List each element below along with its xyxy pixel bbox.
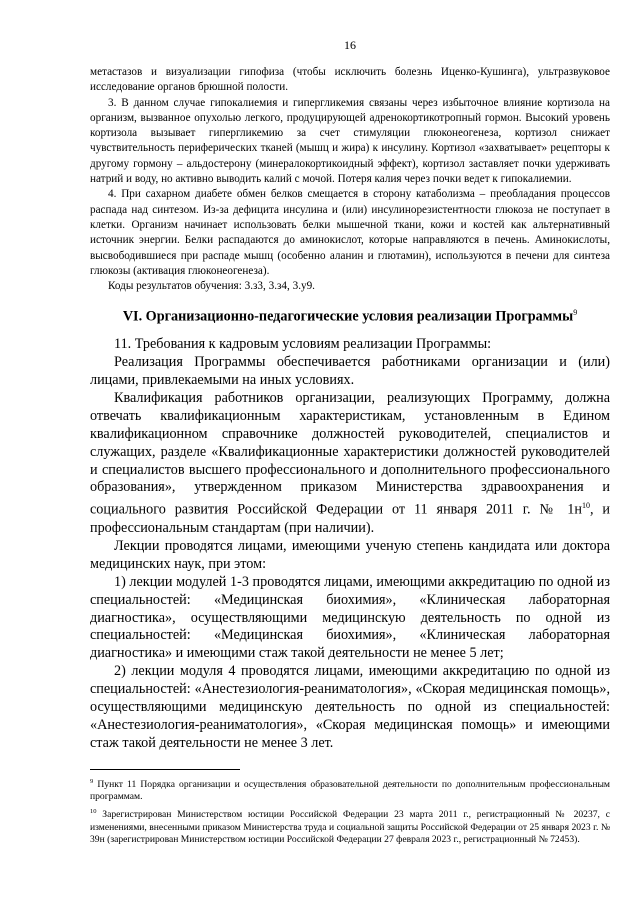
footnote-ref: 9 <box>573 308 578 318</box>
paragraph-text: , и профессиональным стандартам (при наличии). <box>90 502 611 536</box>
footnote-text: Зарегистрирован Министерством юстиции Российской Федерации 23 марта 2011 г., регистрационный № 20237, с изменениями, внесенными приказом Министерства труда и социальной защиты Российской Федерации от 25 января 2023 г. № 39н (зарегистрирован Министерством юстиции Российской Федерации 27 февраля 2023 г., регистрационный № 72453). <box>90 809 610 846</box>
learning-codes: Коды результатов обучения: 3.з3, 3.з4, 3.у9. <box>108 280 315 293</box>
paragraph: метастазов и визуализации гипофиза (чтобы исключить болезнь Иценко-Кушинга), ультразвуковое исследование органов брюшной полости. <box>90 66 610 94</box>
section-body <box>90 336 610 753</box>
footnote-divider <box>90 769 240 770</box>
footnote <box>90 806 610 847</box>
paragraph <box>90 390 610 538</box>
page-number: 16 <box>344 38 356 52</box>
list-item: 2) лекции модуля 4 проводятся лицами, имеющими аккредитацию по одной из специальностей: «Анестезиология-реаниматология», «Скорая медицинская помощь», осуществляющими медицинскую деятельность по одной из специальностей: «Анестезиология-реаниматология», «Скорая медицинская помощь» и имеющими стаж такой деятельности не менее 3 лет. <box>90 663 610 751</box>
paragraph-text: Квалификация работников организации, реализующих Программу, должна отвечать квалификационным характеристикам, установленным в Едином квалификационном справочнике должностей руководителей, специалистов и служащих, разделе «Квалификационные характеристики должностей руководителей и специалистов высшего профессионального и дополнительного профессионального образования», утвержденном приказом Министерства здравоохранения и социального развития Российской Федерации от 11 января 2011 г. № 1н <box>90 389 610 519</box>
footnotes <box>90 776 610 847</box>
footnote-text: Пункт 11 Порядка организации и осуществления образовательной деятельности по дополнительным профессиональным программам. <box>90 778 610 803</box>
section-heading <box>90 308 610 326</box>
paragraph: Лекции проводятся лицами, имеющими ученую степень кандидата или доктора медицинских наук, при этом: <box>90 537 610 572</box>
answer-block <box>90 65 610 294</box>
paragraph: 4. При сахарном диабете обмен белков смещается в сторону катаболизма – преобладания процессов распада над синтезом. Из-за дефицита инсулина и (или) инсулинорезистентности глюкоза не поступает в клетки. Организм начинает использовать белки мышечной ткани, кожи и костей как альтернативный источник энергии. Белки распадаются до аминокислот, которые направляются в печень. Аминокислоты, высвободившиеся при распаде мышц (особенно аланин и глютамин), используются в печени для синтеза глюкозы (активация глюконеогенеза). <box>90 188 610 277</box>
footnote-number: 9 <box>90 777 94 785</box>
paragraph: 11. Требования к кадровым условиям реализации Программы: <box>114 336 492 353</box>
footnote-ref: 10 <box>581 501 590 511</box>
footnote <box>90 776 610 804</box>
paragraph: 3. В данном случае гипокалиемия и гипергликемия связаны через избыточное влияние кортизола на организм, вызванное опухолью легкого, продуцирующей адренокортикотропный гормон. Высокий уровень кортизола вызывает гипергликемию за счет стимуляции глюконеогенеза, кортизол снижает чувствительность периферических тканей (мышц и жира) к инсулину. Кортизол «захватывает» рецепторы к другому гормону – альдостерону (минералокортикоидный эффект), кортизол заставляет почки удерживать натрий и воду, но активно выводить калий с мочой. Потеря калия через почки ведет к гипокалиемии. <box>90 96 610 186</box>
footnote-number: 10 <box>90 807 97 815</box>
section-title: VI. Организационно-педагогические условия реализации Программы <box>122 309 574 326</box>
paragraph: Реализация Программы обеспечивается работниками организации и (или) лицами, привлекаемыми на иных условиях. <box>90 354 610 388</box>
list-item: 1) лекции модулей 1-3 проводятся лицами, имеющими аккредитацию по одной из специальностей: «Медицинская биохимия», «Клиническая лабораторная диагностика», осуществляющими медицинскую деятельность по одной из специальностей: «Медицинская биохимия», «Клиническая лабораторная диагностика» и имеющими стаж такой деятельности не менее 5 лет; <box>90 573 610 662</box>
